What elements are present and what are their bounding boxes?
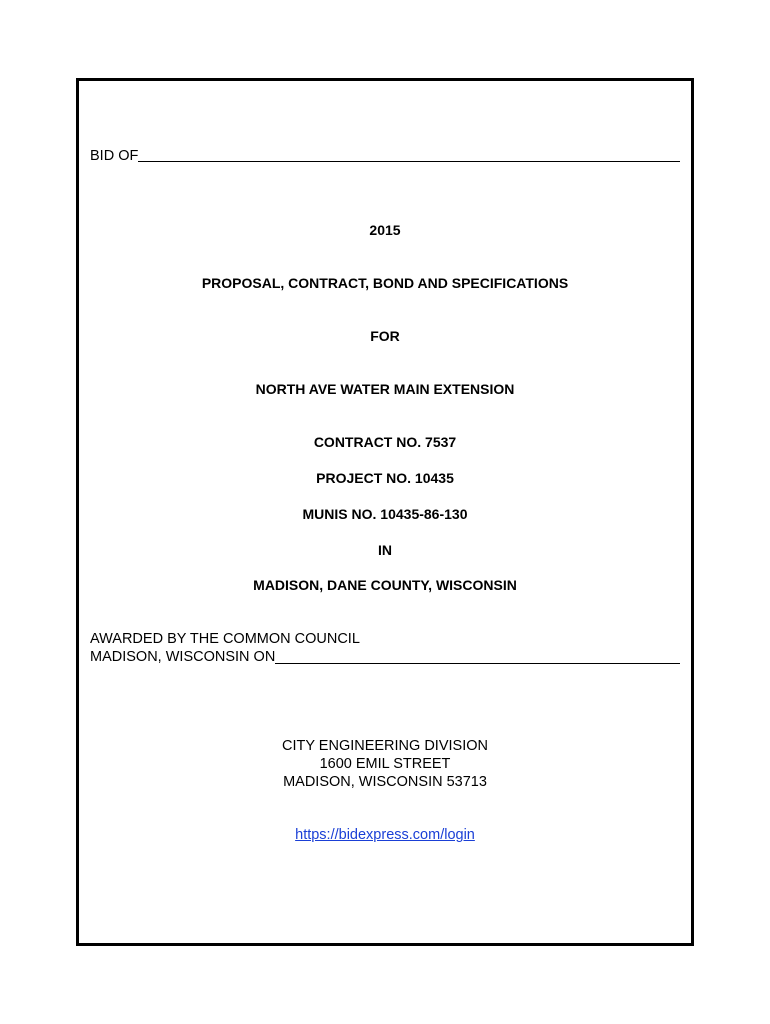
munis-number: MUNIS NO. 10435-86-130 [302, 506, 468, 522]
address-division: CITY ENGINEERING DIVISION [282, 738, 488, 754]
address-street: 1600 EMIL STREET [319, 756, 451, 772]
location: MADISON, DANE COUNTY, WISCONSIN [253, 577, 517, 593]
year: 2015 [369, 222, 401, 238]
for-label: FOR [370, 328, 400, 344]
awarded-on-label: MADISON, WISCONSIN ON [90, 649, 276, 665]
bidexpress-link[interactable]: https://bidexpress.com/login [295, 827, 475, 843]
bid-of-label: BID OF [90, 148, 139, 164]
address-block [0, 737, 770, 791]
awarded-line-2 [90, 648, 680, 666]
awarded-line-1: AWARDED BY THE COMMON COUNCIL [90, 631, 360, 647]
project-number: PROJECT NO. 10435 [316, 470, 454, 486]
in-label: IN [378, 542, 392, 558]
award-date-blank[interactable] [275, 662, 680, 664]
bid-of-line [90, 148, 680, 164]
url-row [0, 826, 770, 844]
bid-of-blank[interactable] [138, 160, 680, 162]
document-title: PROPOSAL, CONTRACT, BOND AND SPECIFICATIONS [201, 275, 569, 291]
awarded-block [90, 630, 680, 666]
contract-number: CONTRACT NO. 7537 [313, 434, 457, 450]
project-name: NORTH AVE WATER MAIN EXTENSION [255, 381, 515, 397]
address-city: MADISON, WISCONSIN 53713 [283, 774, 487, 790]
